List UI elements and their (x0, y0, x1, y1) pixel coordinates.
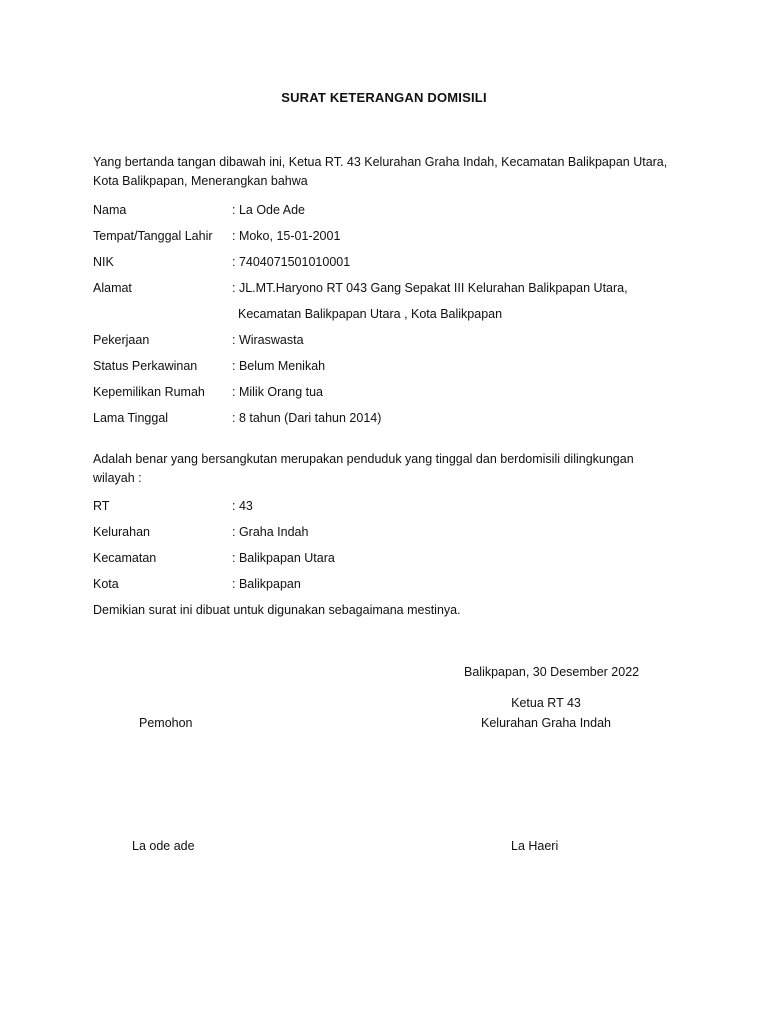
field-value-ttl: : Moko, 15-01-2001 (232, 229, 341, 243)
field-label-ttl: Tempat/Tanggal Lahir (93, 229, 213, 243)
field-value-rt: : 43 (232, 499, 253, 513)
field-label-nik: NIK (93, 255, 114, 269)
field-label-status: Status Perkawinan (93, 359, 198, 373)
field-value-pekerjaan: : Wiraswasta (232, 333, 304, 347)
field-label-rt: RT (93, 499, 110, 513)
document-title: SURAT KETERANGAN DOMISILI (281, 90, 487, 105)
field-value-lama-tinggal: : 8 tahun (Dari tahun 2014) (232, 411, 382, 425)
place-date: Balikpapan, 30 Desember 2022 (464, 665, 640, 679)
field-label-lama-tinggal: Lama Tinggal (93, 411, 169, 425)
field-label-kelurahan: Kelurahan (93, 525, 150, 539)
field-value-nama: : La Ode Ade (232, 203, 305, 217)
field-value-kota: : Balikpapan (232, 577, 301, 591)
closing-sentence: Demikian surat ini dibuat untuk digunakan sebagaimana mestinya. (93, 603, 461, 617)
signer-title-line-2: Kelurahan Graha Indah (481, 716, 611, 730)
field-label-nama: Nama (93, 203, 127, 217)
field-label-pekerjaan: Pekerjaan (93, 333, 150, 347)
field-value-status: : Belum Menikah (232, 359, 326, 373)
field-label-kota: Kota (93, 577, 119, 591)
field-value-kelurahan: : Graha Indah (232, 525, 309, 539)
field-value-kepemilikan: : Milik Orang tua (232, 385, 324, 399)
field-value-kecamatan: : Balikpapan Utara (232, 551, 335, 565)
field-value-alamat-cont: Kecamatan Balikpapan Utara , Kota Balikpapan (238, 307, 503, 321)
intro-paragraph: Yang bertanda tangan dibawah ini, Ketua RT. 43 Kelurahan Graha Indah, Kecamatan Balikpapan Utara, Kota Balikpapan, Menerangkan bahwa (93, 155, 668, 188)
signer-title-line-1: Ketua RT 43 (511, 696, 581, 710)
field-label-kecamatan: Kecamatan (93, 551, 157, 565)
field-value-alamat: : JL.MT.Haryono RT 043 Gang Sepakat III Kelurahan Balikpapan Utara, (232, 281, 628, 295)
signer-name: La Haeri (511, 839, 559, 853)
applicant-name: La ode ade (132, 839, 195, 853)
field-label-alamat: Alamat (93, 281, 132, 295)
applicant-label: Pemohon (139, 716, 193, 730)
field-value-nik: : 7404071501010001 (232, 255, 351, 269)
statement-paragraph: Adalah benar yang bersangkutan merupakan penduduk yang tinggal dan berdomisili dilingkungan wilayah : (93, 452, 634, 485)
field-label-kepemilikan: Kepemilikan Rumah (93, 385, 205, 399)
